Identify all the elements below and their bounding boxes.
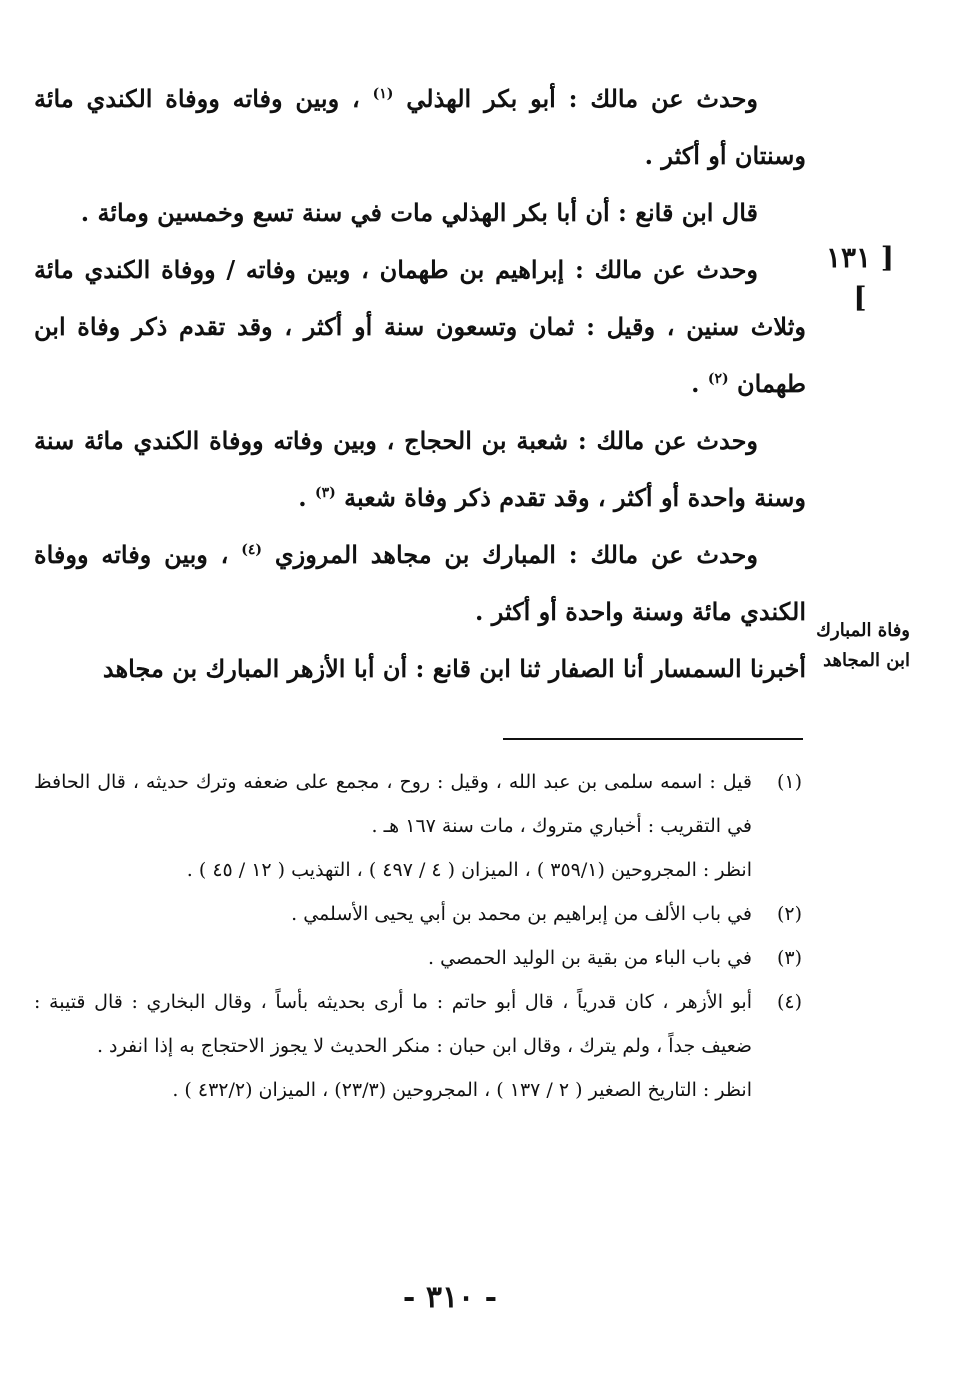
footnote-3 (34, 936, 802, 980)
page-number: - ٣١٠ - (402, 1280, 498, 1315)
paragraph-1: وحدث عن مالك : أبو بكر الهذلي $^{(١)}$ ، وبين وفاته ووفاة الكندي مائة وسنتان أو أكثر . (34, 84, 806, 170)
footnote-number: (٣) (776, 947, 802, 969)
paragraph-6: أخبرنا السمسار أنا الصفار ثنا ابن قانع : أن أبا الأزهر المبارك بن مجاهد (102, 654, 806, 683)
footnote-ref-3: (٣) (314, 485, 336, 501)
footnote-text: قيل : اسمه سلمى بن عبد الله ، وقيل : روح ، مجمع على ضعفه وترك حديثه ، قال الحافظ في التقريب : أخباري متروك ، مات سنة ١٦٧ هـ . (34, 771, 752, 837)
paragraph-5: وحدث عن مالك : المبارك بن مجاهد المروزي $^{(٤)}$ ، وبين وفاته ووفاة الكندي مائة وسنة واحدة أو أكثر . (34, 540, 806, 626)
paragraph-4: وحدث عن مالك : شعبة بن الحجاج ، وبين وفاته ووفاة الكندي مائة سنة وسنة واحدة أو أكثر ، وقد تقدم ذكر وفاة شعبة $^{(٣)}$ . (34, 426, 806, 512)
footnote-text: في باب الألف من إبراهيم بن محمد بن أبي يحيى الأسلمي . (291, 903, 752, 925)
main-text (34, 70, 806, 697)
footnote-1 (34, 760, 802, 892)
entry-number: [ ١٣١ ] (825, 241, 895, 314)
footnote-text: أبو الأزهر ، كان قدرياً ، قال أبو حاتم : ما أرى بحديثه بأساً ، وقال البخاري : قال قتيبة : ضعيف جداً ، ولم يترك ، وقال ابن حبان : منكر الحديث لا يجوز الاحتجاج به إذا انفرد . (34, 991, 752, 1057)
footnote-number: (١) (776, 771, 802, 793)
footnote-separator (503, 738, 803, 740)
footnote-2 (34, 892, 802, 936)
footnotes (34, 760, 802, 1112)
footnote-number: (٢) (776, 903, 802, 925)
paragraph-3: وحدث عن مالك : إبراهيم بن طهمان ، وبين وفاته / ووفاة الكندي مائة وثلاث سنين ، وقيل : ثمان وتسعون سنة أو أكثر ، وقد تقدم ذكر وفاة ابن طهمان $^{(٢)}$ . (34, 255, 806, 398)
paragraph-2: قال ابن قانع : أن أبا بكر الهذلي مات في سنة تسع وخمسين ومائة . (80, 198, 758, 227)
footnote-number: (٤) (776, 991, 802, 1013)
footnote-text: انظر : المجروحين (٣٥٩/١ ) ، الميزان ( ٤ / ٤٩٧ ) ، التهذيب ( ١٢ / ٤٥ ) . (186, 859, 752, 881)
footnote-ref-4: (٤) (241, 542, 263, 558)
footnote-ref-1: (١) (372, 86, 394, 102)
margin-heading: وفاة المبارك ابن المجاهد (816, 620, 910, 671)
footnote-4 (34, 980, 802, 1112)
footnote-ref-2: (٢) (707, 371, 729, 387)
footnote-text: انظر : التاريخ الصغير ( ٢ / ١٣٧ ) ، المجروحين (٢٣/٣) ، الميزان (٤٣٢/٢ ) . (172, 1079, 752, 1101)
footnote-text: في باب الباء من بقية بن الوليد الحمصي . (428, 947, 752, 969)
